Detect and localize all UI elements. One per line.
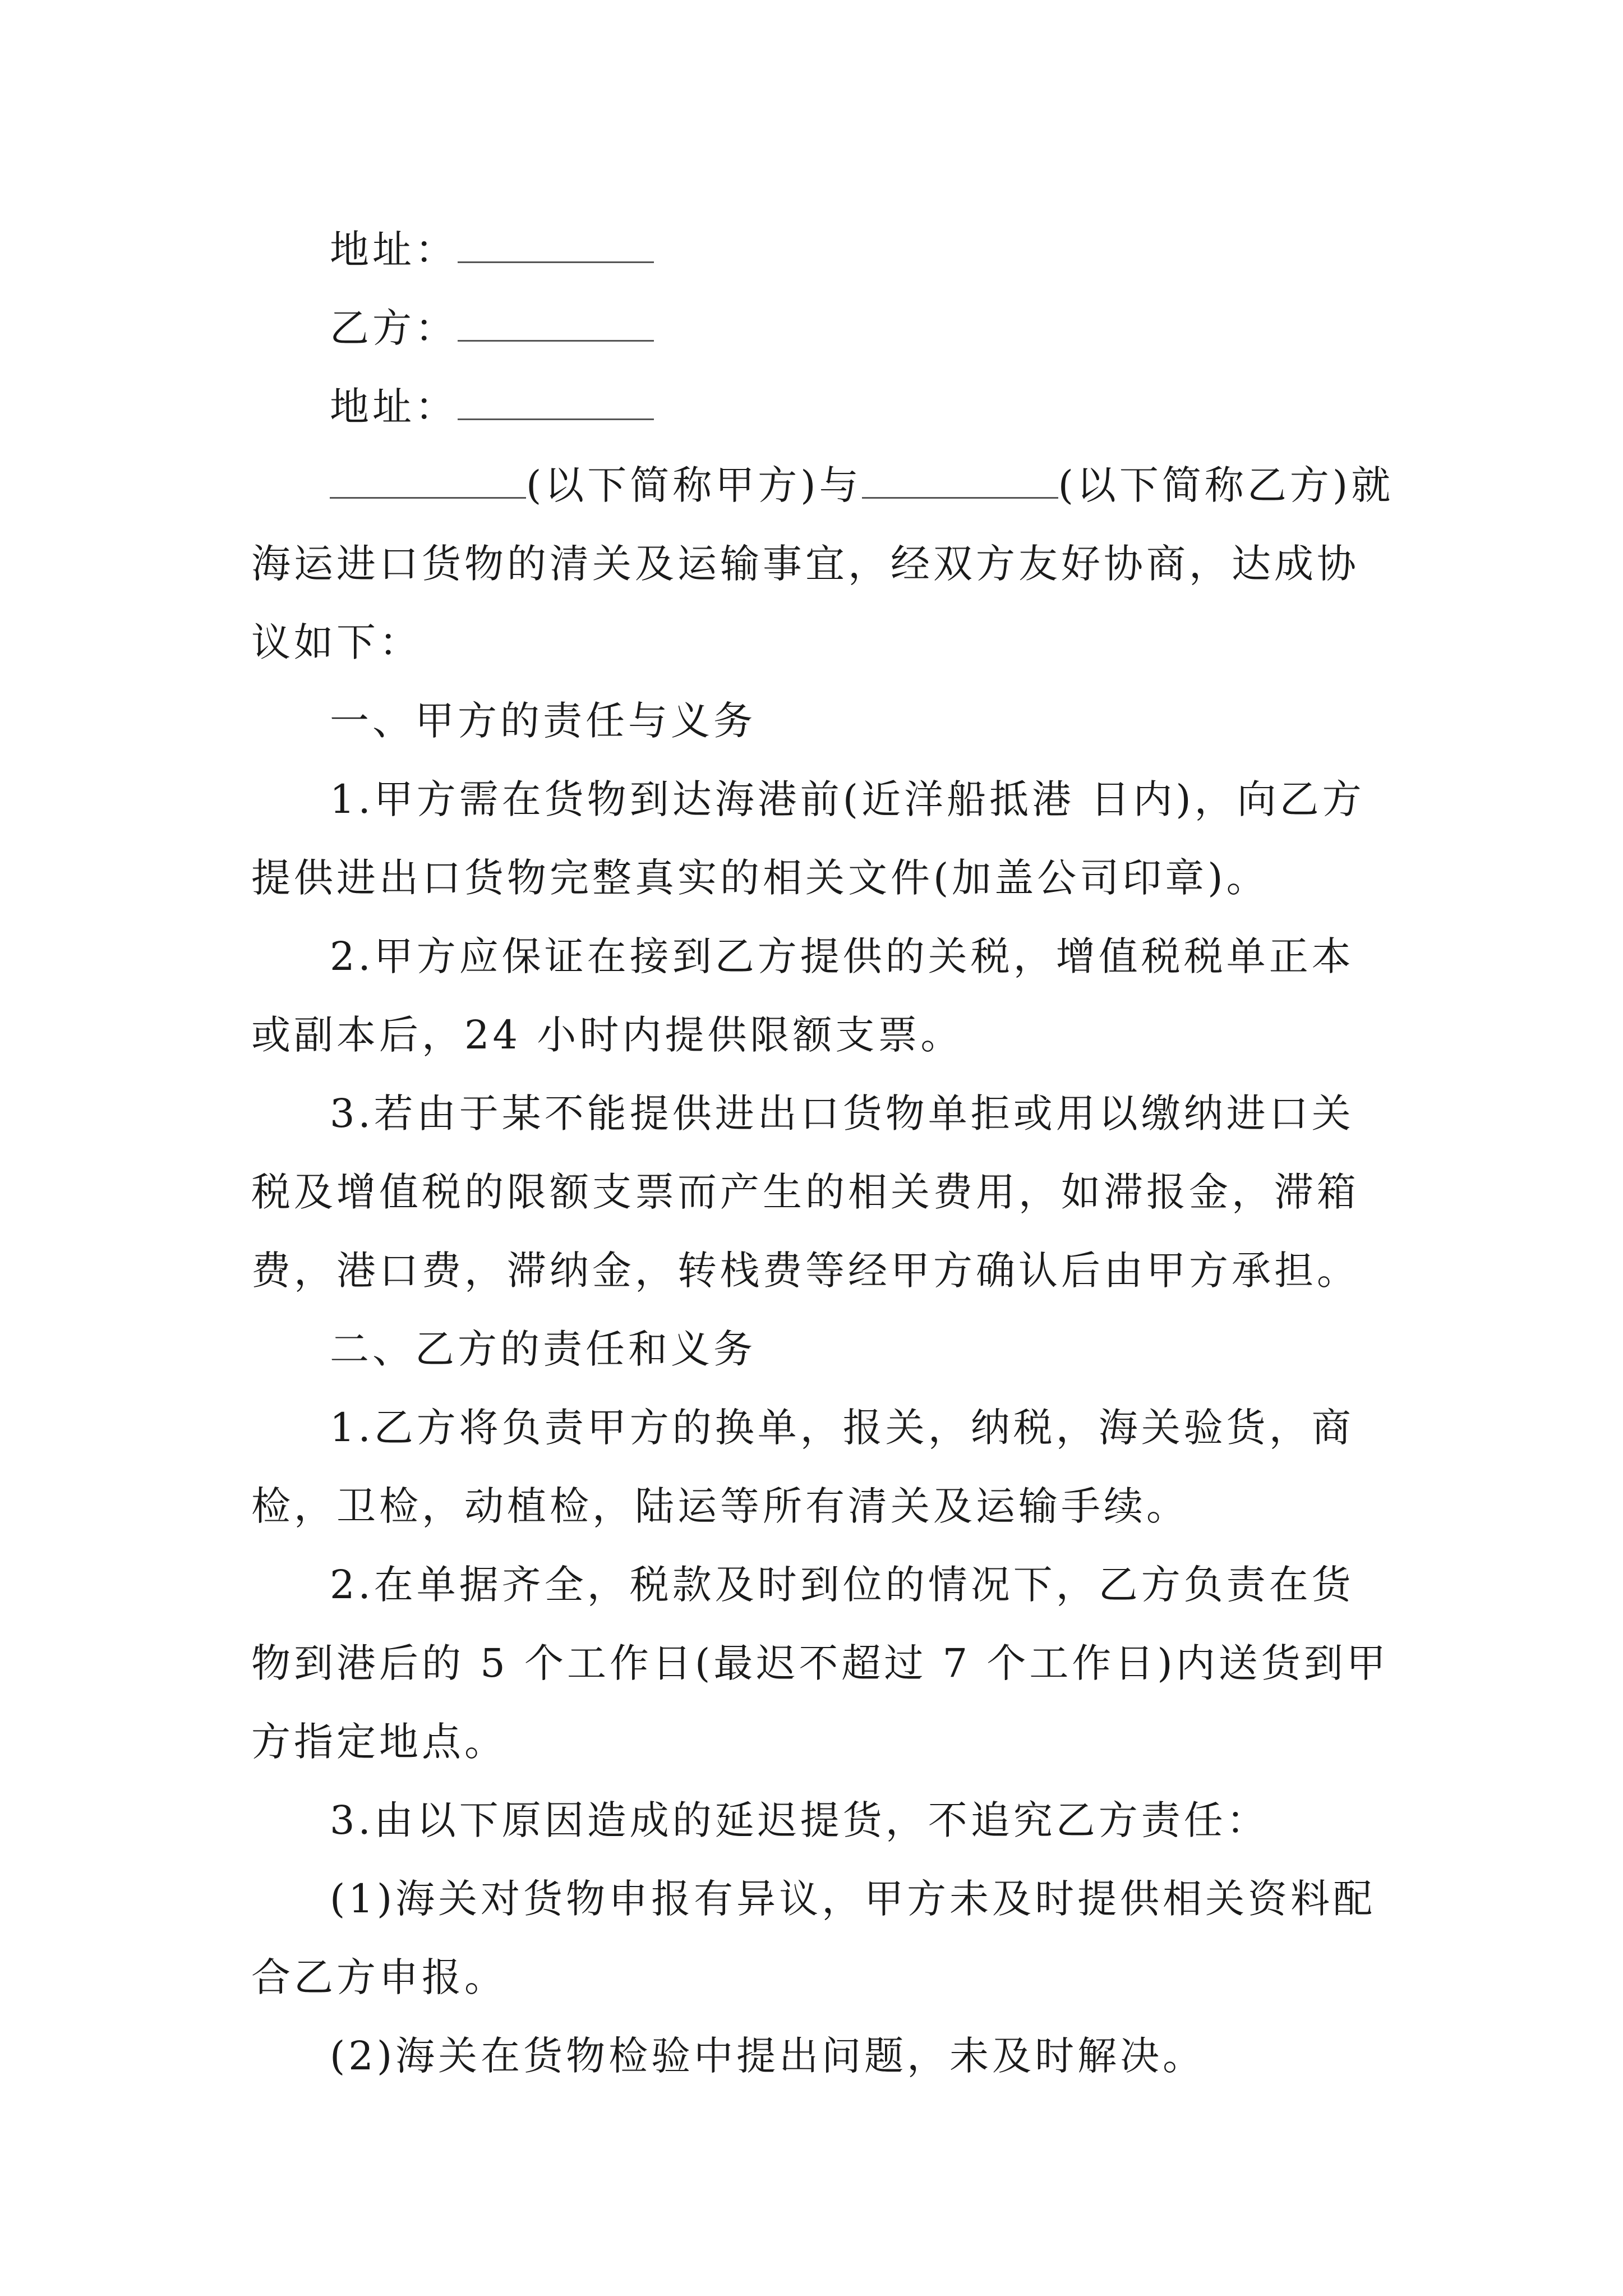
party-b-label: 乙方：	[330, 305, 458, 351]
section-2-item-3: 3.由以下原因造成的延迟提货，不追究乙方责任：	[330, 1797, 1269, 1843]
section-1-item-1: 1.甲方需在货物到达海港前(近洋船抵港 日内)，向乙方提供进出口货物完整真实的相关文件(加盖公司印章)。	[251, 776, 1365, 901]
section-2-item-2: 2.在单据齐全，税款及时到位的情况下，乙方负责在货物到港后的 5 个工作日(最迟不超过 7 个工作日)内送货到甲方指定地点。	[251, 1562, 1389, 1765]
intro-paragraph	[251, 446, 1395, 682]
party-b-name-blank	[862, 463, 1058, 499]
address-label-1: 地址：	[330, 227, 458, 273]
section-1-item-3: 3.若由于某不能提供进出口货物单拒或用以缴纳进口关税及增值税的限额支票而产生的相关费用，如滞报金，滞箱费，港口费，滞纳金，转栈费等经甲方确认后由甲方承担。	[251, 1091, 1359, 1294]
section-2-sub-item-1: (1)海关对货物申报有异议，甲方未及时提供相关资料配合乙方申报。	[251, 1876, 1376, 2000]
section-2-sub-item-2: (2)海关在货物检验中提出问题，未及时解决。	[330, 2033, 1206, 2079]
party-b-blank	[458, 306, 654, 342]
intro-part-2: (以下简称乙方)就海运进口货物的清关及运输事宜，经双方友好协商，达成协议如下：	[251, 462, 1394, 665]
address-label-2: 地址：	[330, 384, 458, 430]
address-field-2	[251, 367, 1395, 446]
party-b-field	[251, 289, 1395, 367]
contract-body	[251, 210, 1395, 2095]
address-blank-2	[458, 385, 654, 420]
section-1-heading: 一、甲方的责任与义务	[330, 698, 756, 744]
section-1-item-2: 2.甲方应保证在接到乙方提供的关税，增值税税单正本或副本后，24 小时内提供限额支票。	[251, 933, 1354, 1058]
intro-part-1: (以下简称甲方)与	[526, 462, 862, 508]
address-blank-1	[458, 228, 654, 263]
section-2-heading: 二、乙方的责任和义务	[330, 1326, 756, 1372]
section-2-item-1: 1.乙方将负责甲方的换单，报关，纳税，海关验货，商检，卫检，动植检，陆运等所有清关及运输手续。	[251, 1405, 1354, 1529]
party-a-name-blank	[330, 463, 526, 499]
address-field-1	[251, 210, 1395, 289]
